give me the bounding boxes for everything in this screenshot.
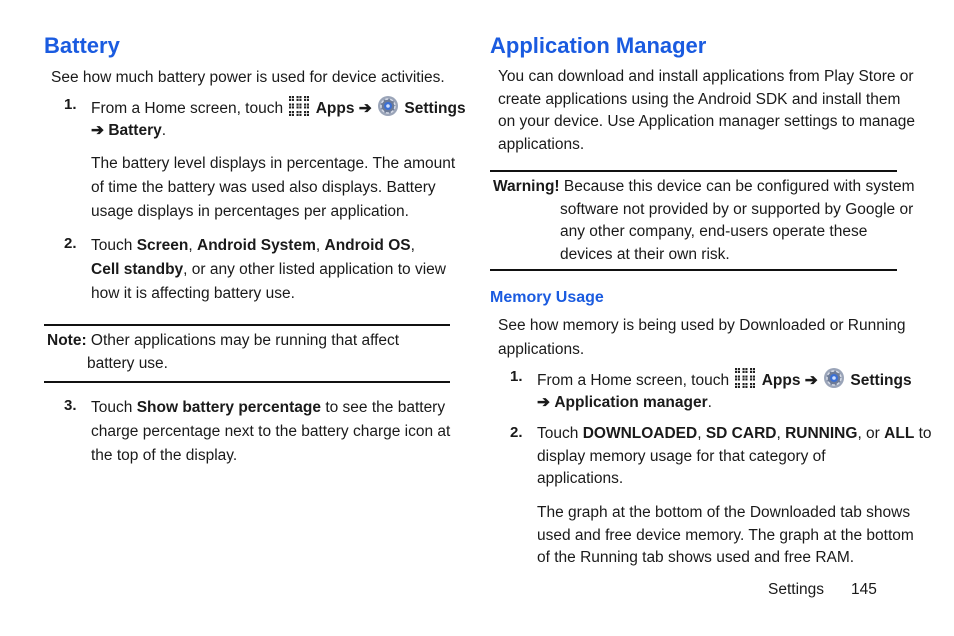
note-box: Note: Other applications may be running that affect battery use. xyxy=(47,332,400,372)
footer-section-label: Settings xyxy=(768,581,825,598)
battery-step3: Touch Show battery percentage to see the battery charge percentage next to the battery charge icon at the top of the display. xyxy=(91,399,451,464)
memory-step1-line2: ➔ Application manager. xyxy=(537,394,712,411)
battery-heading: Battery xyxy=(44,33,120,58)
step-number: 2. xyxy=(64,235,77,252)
app-manager-intro: You can download and install applications from Play Store or create applications using the Android SDK and install them on your device. Use Application manager settings to manage applications. xyxy=(498,68,916,153)
battery-intro: See how much battery power is used for device activities. xyxy=(51,69,445,86)
battery-step1-line2: ➔ Battery. xyxy=(91,122,167,139)
step-number: 3. xyxy=(64,397,77,414)
battery-step1-para: The battery level displays in percentage. The amount of time the battery was used also displays. Battery usage displays in percentages per application. xyxy=(91,155,456,220)
page-number: 145 xyxy=(851,581,877,598)
memory-step2-para: The graph at the bottom of the Downloaded tab shows used and free device memory. The graph at the bottom of the Running tab shows used and free RAM. xyxy=(537,504,914,566)
apps-grid-icon xyxy=(734,367,756,389)
step-number: 2. xyxy=(510,424,523,441)
apps-grid-icon xyxy=(288,95,310,117)
memory-usage-subheading: Memory Usage xyxy=(490,289,604,306)
memory-intro: See how memory is being used by Downloaded or Running applications. xyxy=(498,317,906,358)
note-top-rule xyxy=(44,324,450,326)
warning-top-rule xyxy=(490,170,897,172)
battery-step2: Touch Screen, Android System, Android OS, Cell standby, or any other listed application to view how it is affecting battery use. xyxy=(91,237,446,302)
memory-step1-line1: From a Home screen, touch Apps ➔ Settings xyxy=(537,367,912,393)
step-number: 1. xyxy=(510,368,523,385)
application-manager-heading: Application Manager xyxy=(490,33,707,58)
memory-step2: Touch DOWNLOADED, SD CARD, RUNNING, or ALL to display memory usage for that category of applications. xyxy=(537,425,932,487)
warning-box: Warning! Because this device can be configured with system software not provided by or supported by Google or any other company, end-users operate these devices at their own risk. xyxy=(493,178,915,263)
battery-step1-line1: From a Home screen, touch Apps ➔ Settings xyxy=(91,95,466,121)
warning-bottom-rule xyxy=(490,269,897,271)
step-number: 1. xyxy=(64,96,77,113)
settings-gear-icon xyxy=(823,367,845,389)
settings-gear-icon xyxy=(377,95,399,117)
note-bottom-rule xyxy=(44,381,450,383)
